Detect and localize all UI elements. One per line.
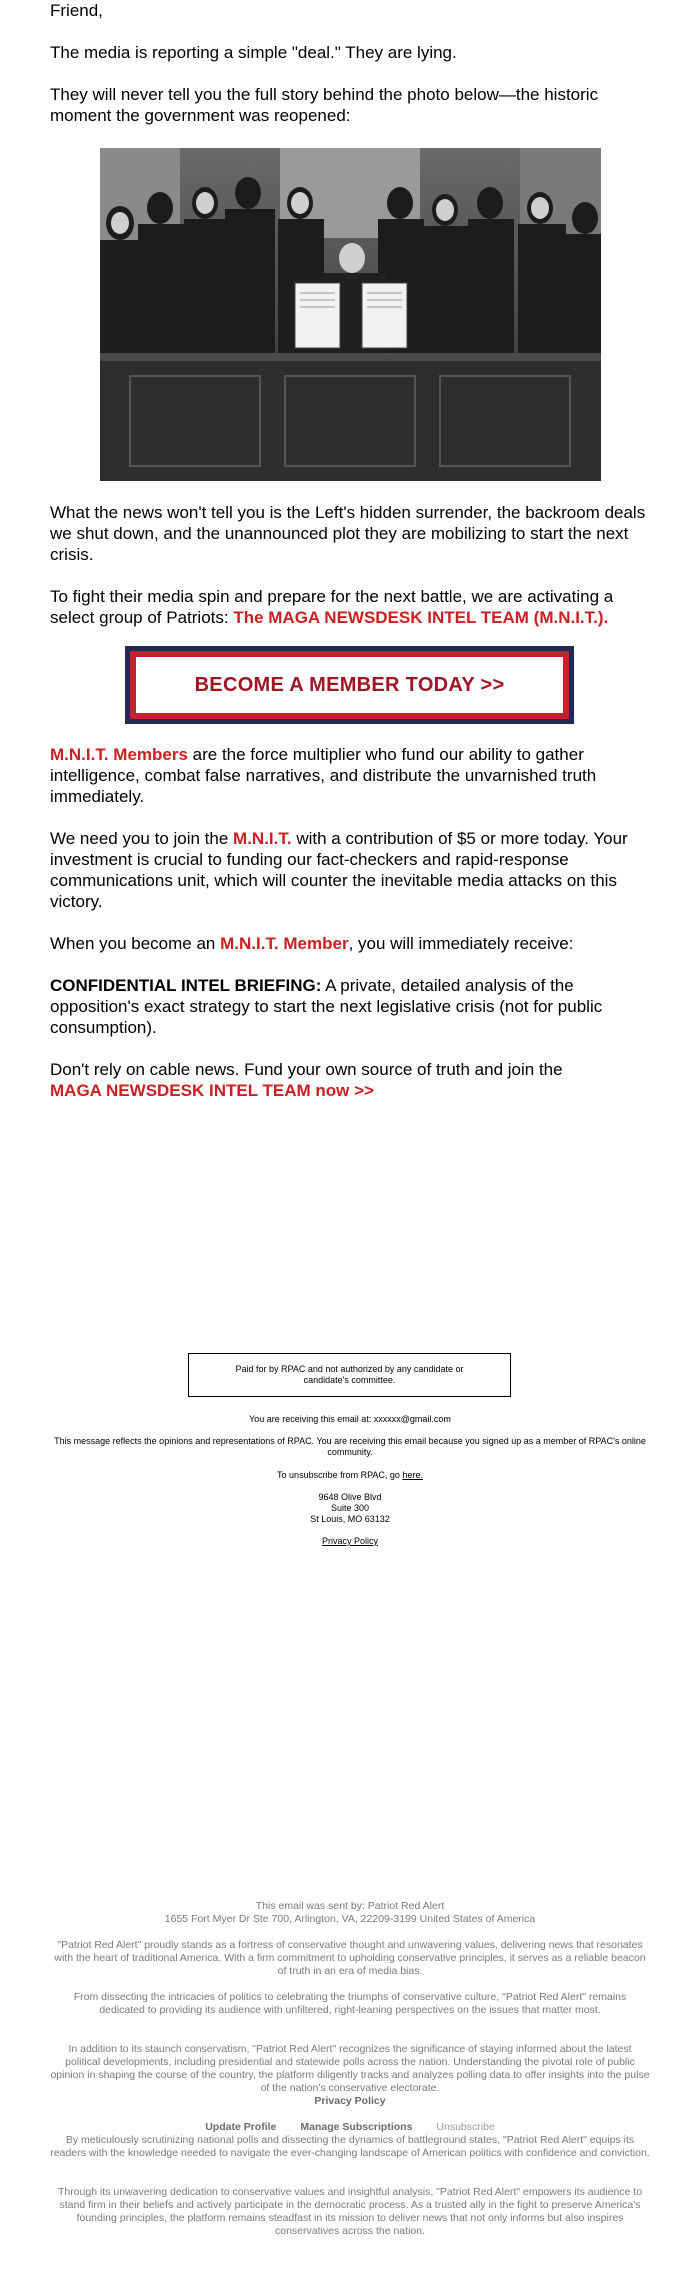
paragraph-text: are the force multiplier who fund our ability to gather intelligence, combat false narratives, and distribute the unvarnished truth immediately. (50, 745, 597, 806)
unsubscribe-notice (50, 1470, 650, 1481)
paid-for-text: Paid for by RPAC and not authorized by any candidate or candidate's committee. (235, 1364, 464, 1385)
paragraph-contribution (50, 828, 660, 912)
mnit-team-highlight: The MAGA NEWSDESK INTEL TEAM (M.N.I.T.). (233, 608, 609, 627)
paid-for-disclaimer (188, 1353, 511, 1397)
sender-privacy-policy-link[interactable]: Privacy Policy (314, 2095, 386, 2107)
about-paragraph-5: Through its unwavering dedication to conservative values and insightful analysis, "Patriot Red Alert" empowers its audience to stand firm in their beliefs and actively participate in the democratic process. As a trusted ally in the fight to preserve America's founding principles, the platform remains steadfast in its mission to deliver news that not only informs but also inspires conservatives across the nation. (57, 2186, 643, 2237)
opinions-notice: This message reflects the opinions and representations of RPAC. You are receiving this email because you signed up as a member of RPAC's online community. (54, 1436, 646, 1457)
paragraph-text: When you become an (50, 934, 221, 953)
paragraph-cable-news (50, 1059, 660, 1101)
join-mnit-link[interactable]: MAGA NEWSDESK INTEL TEAM now >> (50, 1081, 374, 1100)
manage-subscriptions-link[interactable]: Manage Subscriptions (300, 2121, 413, 2133)
paragraph-full-story: They will never tell you the full story behind the photo below—the historic moment the government was reopened: (50, 85, 599, 125)
mnit-highlight: M.N.I.T. (233, 829, 292, 848)
mnit-member-highlight: M.N.I.T. Member (220, 934, 349, 953)
paragraph-mnit-members (50, 744, 660, 807)
unsubscribe-link[interactable]: Unsubscribe (436, 2121, 495, 2133)
rpac-address-line3: St Louis, MO 63132 (310, 1514, 390, 1524)
about-paragraph-4: By meticulously scrutinizing national polls and dissecting the dynamics of battleground states, "Patriot Red Alert" equips its readers with the knowledge needed to navigate the ever-changing landscape of American politics with confidence and conviction. (50, 2134, 650, 2159)
paragraph-text: Don't rely on cable news. Fund your own source of truth and join the (50, 1060, 563, 1079)
become-member-label: BECOME A MEMBER TODAY >> (194, 673, 505, 696)
privacy-policy-link[interactable]: Privacy Policy (321, 1536, 378, 1546)
paragraph-activating-patriots (50, 586, 660, 628)
mnit-members-highlight: M.N.I.T. Members (50, 745, 188, 764)
paragraph-news-wont-tell: What the news won't tell you is the Left's hidden surrender, the backroom deals we shut down, and the unannounced plot they are mobilizing to start the next crisis. (50, 503, 646, 564)
sender-privacy-policy (50, 2095, 650, 2108)
receiving-email-notice: You are receiving this email at: xxxxxx@gmail.com (249, 1414, 451, 1424)
paragraph-text: A private, detailed analysis of the opposition's exact strategy to start the next legislative crisis (not for public consumption). (50, 976, 603, 1037)
about-paragraph-3: In addition to its staunch conservatism, "Patriot Red Alert" recognizes the significance of staying informed about the latest political developments, including presidential and statewide polls across the nation. Understanding the pivotal role of public opinion in shaping the course of the country, the platform diligently tracks and analyzes polling data to offer insights into the pulse of the nation's conservative electorate. (50, 2043, 650, 2094)
sent-by-line: This email was sent by: Patriot Red Alert (255, 1900, 445, 1912)
paragraph-text: , you will immediately receive: (348, 934, 574, 953)
about-paragraph-2: From dissecting the intricacies of politics to celebrating the triumphs of conservative culture, "Patriot Red Alert" remains dedicated to providing its audience with unfiltered, right-leaning perspectives on the issues that matter most. (73, 1991, 627, 2016)
rpac-privacy-policy (50, 1536, 650, 1547)
update-profile-link[interactable]: Update Profile (205, 2121, 277, 2133)
sender-address: 1655 Fort Myer Dr Ste 700, Arlington, VA, 22209-3199 United States of America (164, 1913, 536, 1925)
become-member-button[interactable] (125, 646, 574, 724)
unsubscribe-text: To unsubscribe from RPAC, go (277, 1470, 403, 1480)
paragraph-member-receive (50, 933, 660, 954)
rpac-address-line2: Suite 300 (330, 1503, 370, 1513)
footer-links (50, 2121, 650, 2134)
paragraph-text: To fight their media spin and prepare for the next battle, we are activating a select group of Patriots: (50, 587, 614, 627)
paragraph-media-lying: The media is reporting a simple "deal." They are lying. (50, 43, 457, 62)
unsubscribe-here-link[interactable]: here. (402, 1470, 423, 1480)
paragraph-text: with a contribution of $5 or more today. Your investment is crucial to funding our fact-checkers and rapid-response communications unit, which will counter the inevitable media attacks on this victory. (50, 829, 628, 911)
rpac-address-line1: 9648 Olive Blvd (318, 1492, 382, 1502)
about-paragraph-1: "Patriot Red Alert" proudly stands as a fortress of conservative thought and unwavering values, delivering news that resonates with the heart of traditional America. With a firm commitment to upholding conservative principles, it serves as a reliable beacon of truth in an era of media bias. (54, 1939, 646, 1977)
greeting: Friend, (50, 1, 103, 20)
paragraph-intel-briefing (50, 975, 660, 1038)
paragraph-text: We need you to join the (50, 829, 234, 848)
signing-ceremony-photo (100, 148, 601, 481)
intel-briefing-heading: CONFIDENTIAL INTEL BRIEFING: (50, 976, 322, 995)
